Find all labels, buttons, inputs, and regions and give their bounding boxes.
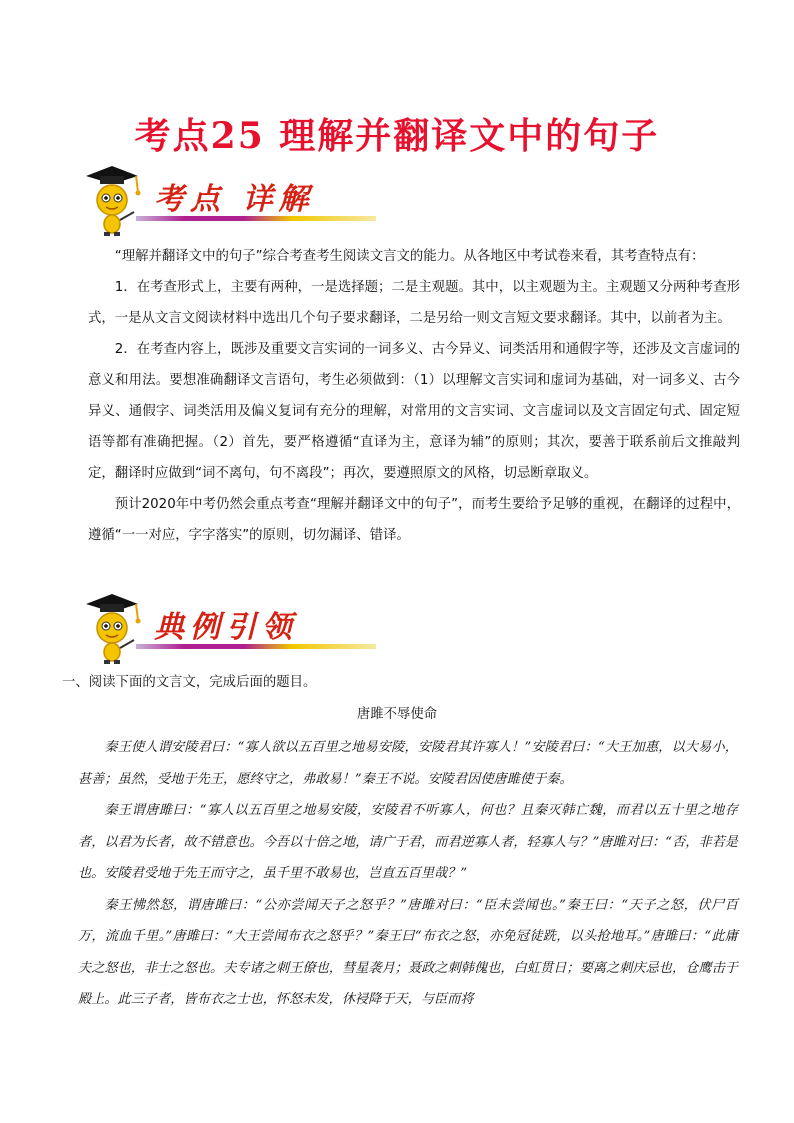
section-heading: 考点 详解: [154, 182, 315, 217]
passage-paragraph: 秦王使人谓安陵君曰：“寡人欲以五百里之地易安陵，安陵君其许寡人！”安陵君曰：“大王加惠，以大易小，甚善；虽然，受地于先王，愿终守之，弗敢易！”秦王不说。安陵君因使唐雎使于秦。: [78, 740, 738, 787]
intro-paragraph: 预计2020年中考仍然会重点考查“理解并翻译文中的句子”，而考生要给予足够的重视，在翻译的过程中，遵循“一一对应，字字落实”的原则，切勿漏译、错译。: [88, 497, 740, 543]
graduation-cap-mascot-icon: [78, 162, 156, 240]
passage-title: 唐雎不辱使命: [356, 707, 438, 722]
intro-text: [88, 241, 740, 551]
page-title: 考点25 理解并翻译文中的句子: [134, 115, 660, 157]
section-banner-key-points: [78, 162, 318, 240]
passage-paragraph: 秦王谓唐雎曰：“寡人以五百里之地易安陵，安陵君不听寡人，何也？且秦灭韩亡魏，而君以五十里之地存者，以君为长者，故不错意也。今吾以十倍之地，请广于君，而君逆寡人者，轻寡人与？”唐雎对曰：“否，非若是也。安陵君受地于先王而守之，虽千里不敢易也，岂直五百里哉？”: [78, 803, 738, 881]
section-heading: 典例引领: [154, 610, 298, 645]
intro-paragraph: 1．在考查形式上，主要有两种，一是选择题；二是主观题。其中，以主观题为主。主观题又分两种考查形式，一是从文言文阅读材料中选出几个句子要求翻译，二是另给一则文言短文要求翻译。其中，以前者为主。: [88, 280, 740, 326]
intro-paragraph: 2．在考查内容上，既涉及重要文言实词的一词多义、古今异义、词类活用和通假字等，还涉及文言虚词的意义和用法。要想准确翻译文言语句，考生必须做到：（1）以理解文言实词和虚词为基础，对一词多义、古今异义、通假字、词类活用及偏义复词有充分的理解，对常用的文言实词、文言虚词以及文言固定句式、固定短语等都有准确把握。（2）首先，要严格遵循“直译为主，意译为辅”的原则；其次，要善于联系前后文推敲判定，翻译时应做到“词不离句，句不离段”；再次，要遵照原文的风格，切忌断章取义。: [88, 342, 740, 481]
passage-text: [78, 732, 738, 1016]
graduation-cap-mascot-icon: [78, 590, 156, 668]
passage-paragraph: 秦王怫然怒，谓唐雎曰：“公亦尝闻天子之怒乎？”唐雎对曰：“臣未尝闻也。”秦王曰：“天子之怒，伏尸百万，流血千里。”唐雎曰：“大王尝闻布衣之怒乎？”秦王曰“布衣之怒，亦免冠徒跣，以头抢地耳。”唐雎曰：“此庸夫之怒也，非士之怒也。夫专诸之刺王僚也，彗星袭月；聂政之刺韩傀也，白虹贯日；要离之刺庆忌也，仓鹰击于殿上。此三子者，皆布衣之士也，怀怒未发，休祲降于天，与臣而将: [78, 897, 738, 1007]
intro-paragraph: “理解并翻译文中的句子”综合考查考生阅读文言文的能力。从各地区中考试卷来看，其考查特点有：: [114, 249, 705, 264]
section-banner-examples: [78, 590, 318, 668]
question-prompt: 一、阅读下面的文言文，完成后面的题目。: [62, 675, 317, 690]
